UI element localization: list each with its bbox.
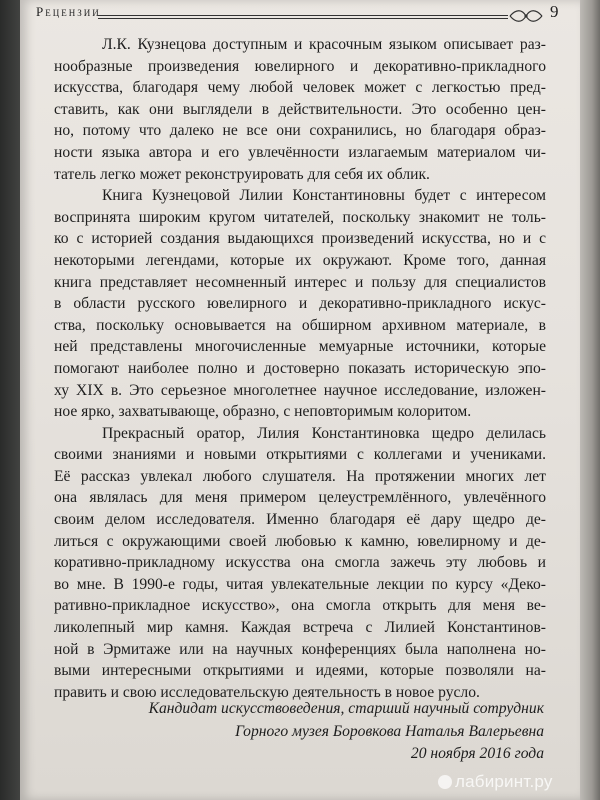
text-line: искусства, благодаря чему любой человек может с легкостью пред- [54, 79, 546, 97]
page-header [36, 4, 576, 32]
watermark: лабиринт.ру [455, 772, 553, 791]
text-line: в области русского ювелирного и декоративно-прикладного искус- [54, 295, 546, 313]
text-line: литься с окружающими своей любовью к камню, ювелирному и де- [54, 532, 546, 550]
text-line: Прекрасный оратор, Лилия Константиновка щедро делилась [102, 424, 546, 442]
text-line: выми интересными открытиями и идеями, которые позволяли на- [54, 662, 546, 680]
text-line: она являлась для меня примером целеустремлённого, увлечённого [54, 489, 546, 507]
signature-title: Кандидат искусствоведения, старший научный сотрудник [148, 700, 544, 717]
page-number: 9 [550, 2, 559, 21]
text-line: Её рассказ увлекал любого слушателя. На протяжении многих лет [54, 467, 546, 485]
paragraph [54, 185, 546, 423]
text-line: своим делом исследователя. Именно благодаря её дару щедро де- [54, 511, 546, 529]
text-line: ства, поскольку основывается на обширном архивном материале, в [54, 316, 546, 334]
text-line: некоторыми легендами, которые их окружают. Кроме того, данная [54, 251, 546, 269]
text-line: книга представляет несомненный интерес и пользу для специалистов [54, 273, 546, 291]
watermark-logo-icon [438, 775, 452, 789]
header-rule-double [98, 18, 508, 19]
paragraph [54, 423, 546, 704]
text-line: во мне. В 1990-е годы, читая увлекательные лекции по курсу «Деко- [54, 575, 546, 593]
text-line: править и свою исследовательскую деятельность в новое русло. [54, 683, 480, 701]
text-line: ликолепный мир камня. Каждая встреча с Лилией Константинов- [54, 619, 546, 637]
text-line: воспринята широким кругом читателей, поскольку знакомит не толь- [54, 208, 546, 226]
text-line: Л.К. Кузнецова доступным и красочным языком описывает раз- [102, 36, 546, 53]
signature-date: 20 ноября 2016 года [410, 745, 544, 762]
text-line: ху XIX в. Это серьезное многолетнее научное исследование, изложен- [54, 381, 546, 399]
review-body [54, 34, 546, 703]
text-line: ративно-прикладное искусство», она смогла открыть для меня ве- [54, 597, 546, 615]
text-line: ко с историей создания выдающихся произведений искусства, но и с [54, 230, 546, 248]
signature-block [74, 698, 544, 766]
text-line: Книга Кузнецовой Лилии Константиновны будет с интересом [102, 187, 546, 205]
paragraph [54, 34, 546, 185]
text-line: ставить, как они выглядели в действительности. Это особенно цен- [54, 100, 546, 118]
page-stack-edge [580, 0, 600, 800]
text-line: ной в Эрмитаже или на научных конференциях была наполнена но- [54, 640, 546, 658]
text-line: но, потому что далеко не все они сохранились, но благодаря образ- [54, 122, 546, 140]
text-line: нообразные произведения ювелирного и декоративно-прикладного [54, 57, 546, 75]
text-line: помогают наиболее полно и достоверно показать историческую эпо- [54, 359, 546, 377]
book-spine-shadow [0, 0, 22, 800]
signature-name: Горного музея Боровкова Наталья Валерьевна [235, 722, 544, 740]
running-head: Рецензии [36, 4, 101, 19]
text-line: коративно-прикладному искусства она смогла зажечь эту любовь и [54, 554, 546, 572]
text-line: ное ярко, захватывающе, образно, с неповторимым колоритом. [54, 403, 472, 421]
text-line: своими знаниями и новыми открытиями с коллегами и учениками. [54, 446, 546, 464]
text-line: ности языка автора и его увлечённости излагаемым материалом чи- [54, 143, 546, 161]
header-rule [98, 15, 508, 16]
text-line: ней представлены многочисленные мемуарные источники, которые [54, 338, 546, 356]
ornament-icon [508, 7, 544, 25]
text-line: татель легко может реконструировать для себя их облик. [54, 165, 430, 183]
